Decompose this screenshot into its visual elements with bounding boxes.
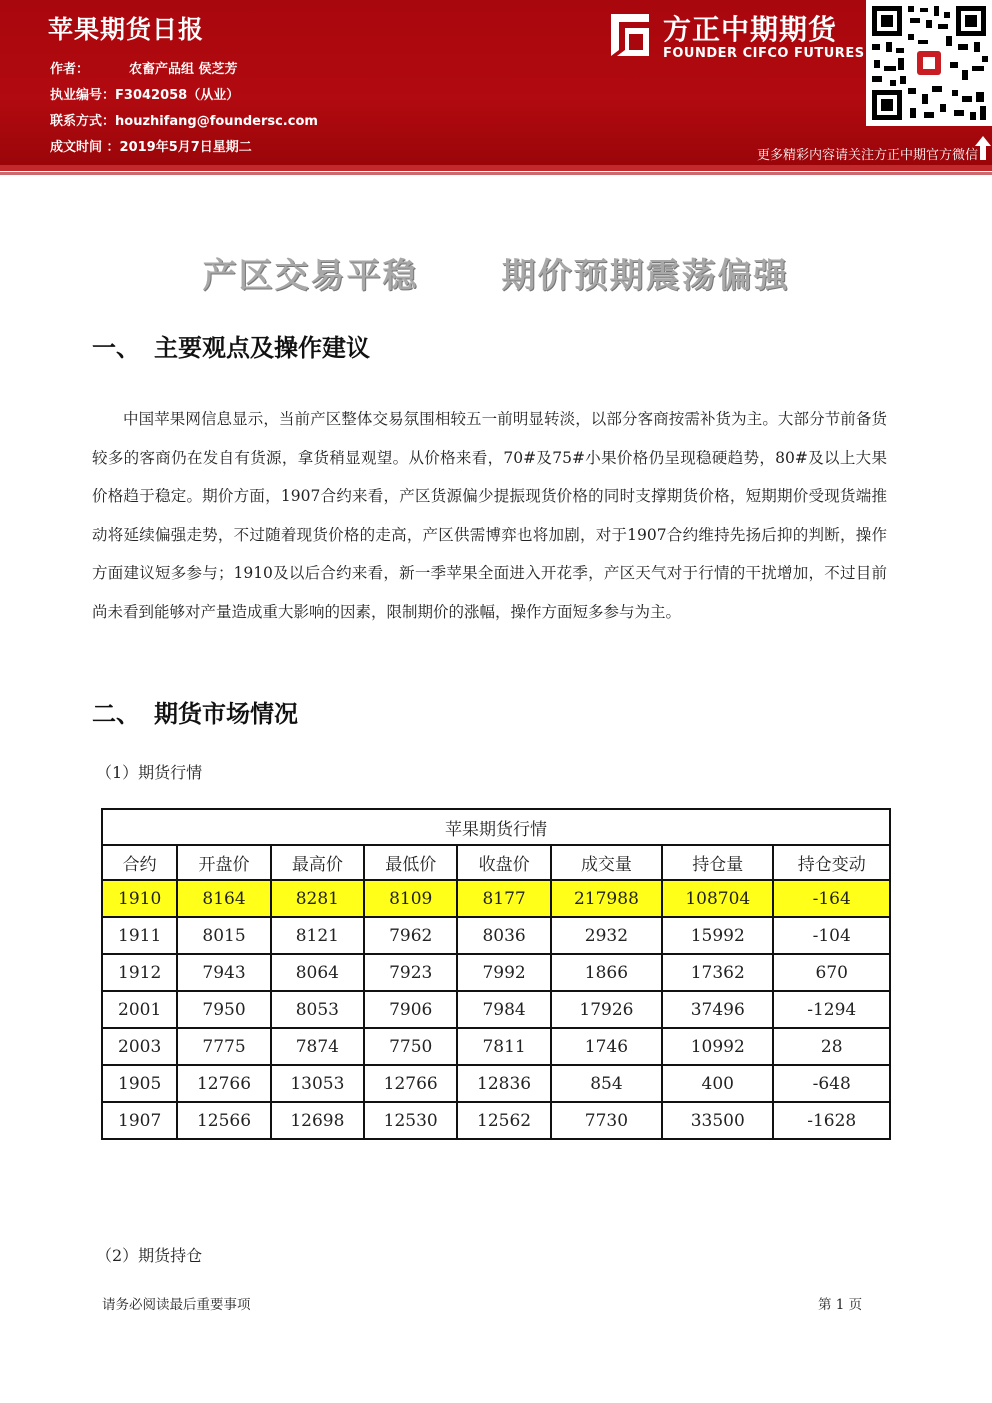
table-cell: 10992 <box>662 1028 773 1065</box>
header-cell: 持仓变动 <box>773 845 890 880</box>
table-cell: 12566 <box>177 1102 270 1139</box>
follow-wechat-text: 更多精彩内容请关注方正中期官方微信 <box>756 148 978 163</box>
table-cell: 12698 <box>271 1102 364 1139</box>
futures-quote-table <box>101 808 891 1140</box>
table-cell: 1912 <box>102 954 177 991</box>
table-cell: -648 <box>773 1065 890 1102</box>
table-row <box>102 917 890 954</box>
header-divider-thin <box>0 172 992 175</box>
table-row <box>102 1065 890 1102</box>
table-cell: 2001 <box>102 991 177 1028</box>
table-caption: 苹果期货行情 <box>102 809 890 845</box>
table-row <box>102 1028 890 1065</box>
table-cell: 670 <box>773 954 890 991</box>
table-cell: 8164 <box>177 880 270 917</box>
logo-text-cn: 方正中期期货 <box>663 13 838 46</box>
table-cell: 12766 <box>177 1065 270 1102</box>
footer-notice: 请务必阅读最后重要事项 <box>102 1297 251 1313</box>
table-cell: 17926 <box>551 991 662 1028</box>
page-number: 第 1 页 <box>818 1297 863 1313</box>
table-cell: 1910 <box>102 880 177 917</box>
section-number: 一、 <box>92 334 140 362</box>
section-heading-2 <box>92 694 298 729</box>
main-title: 产区交易平稳 期价预期震荡偏强 <box>202 256 790 296</box>
table-cell: -164 <box>773 880 890 917</box>
report-title: 苹果期货日报 <box>48 15 205 44</box>
table-cell: 7811 <box>457 1028 550 1065</box>
table-cell: 12530 <box>364 1102 457 1139</box>
table-cell: 8281 <box>271 880 364 917</box>
header-cell: 开盘价 <box>177 845 270 880</box>
subsection-futures-market: （1）期货行情 <box>96 763 203 782</box>
table-cell: 7874 <box>271 1028 364 1065</box>
logo-text-en: FOUNDER CIFCO FUTURES <box>663 46 865 61</box>
table-cell: 400 <box>662 1065 773 1102</box>
table-row <box>102 954 890 991</box>
table-cell: 33500 <box>662 1102 773 1139</box>
table-cell: 12562 <box>457 1102 550 1139</box>
license-label: 执业编号： <box>50 88 116 103</box>
license-value: F3042058（从业） <box>115 88 240 103</box>
header-cell: 持仓量 <box>662 845 773 880</box>
founder-logo-icon <box>605 10 655 60</box>
table-cell: 7906 <box>364 991 457 1028</box>
table-row <box>102 991 890 1028</box>
header-cell: 成交量 <box>551 845 662 880</box>
table-header-row <box>102 845 890 880</box>
table-cell: 8036 <box>457 917 550 954</box>
qr-code-icon[interactable] <box>866 0 992 126</box>
date-line <box>50 136 252 155</box>
table-cell: 2932 <box>551 917 662 954</box>
table-cell: 2003 <box>102 1028 177 1065</box>
table-cell: 8053 <box>271 991 364 1028</box>
table-cell: 7943 <box>177 954 270 991</box>
header-cell: 最低价 <box>364 845 457 880</box>
main-paragraph: 中国苹果网信息显示，当前产区整体交易氛围相较五一前明显转淡，以部分客商按需补货为主。大部分节前备货较多的客商仍在发自有货源，拿货稍显观望。从价格来看，70#及75#小果价格仍呈现稳硬趋势，80#及以上大果价格趋于稳定。期价方面，1907合约来看，产区货源偏少提振现货价格的同时支撑期货价格，短期期价受现货端推动将延续偏强走势，不过随着现货价格的走高，产区供需博弈也将加剧，对于1907合约维持先扬后抑的判断，操作方面建议短多参与；1910及以后合约来看，新一季苹果全面进入开花季，产区天气对于行情的干扰增加，不过目前尚未看到能够对产量造成重大影响的因素，限制期价的涨幅，操作方面短多参与为主。 <box>92 410 887 621</box>
section-heading-1 <box>92 328 370 363</box>
table-cell: 7923 <box>364 954 457 991</box>
table-cell: 7962 <box>364 917 457 954</box>
arrow-up-icon <box>975 136 991 160</box>
table-cell: 108704 <box>662 880 773 917</box>
table-caption-row <box>102 809 890 845</box>
author-label: 作者： <box>50 62 90 77</box>
table-cell: 8121 <box>271 917 364 954</box>
table-cell: 15992 <box>662 917 773 954</box>
table-cell: -1628 <box>773 1102 890 1139</box>
subsection-futures-positions: （2）期货持仓 <box>96 1246 203 1265</box>
author-value: 农畜产品组 侯芝芳 <box>129 62 238 77</box>
license-line <box>50 84 239 103</box>
table-cell: 1866 <box>551 954 662 991</box>
table-cell: 12766 <box>364 1065 457 1102</box>
table-cell: 8064 <box>271 954 364 991</box>
contact-line <box>50 110 318 129</box>
table-cell: 8109 <box>364 880 457 917</box>
section-title: 主要观点及操作建议 <box>154 334 370 362</box>
company-logo <box>605 10 865 70</box>
table-cell: 17362 <box>662 954 773 991</box>
author-line <box>50 58 238 77</box>
section-title: 期货市场情况 <box>154 700 298 728</box>
table-cell: -104 <box>773 917 890 954</box>
table-cell: 12836 <box>457 1065 550 1102</box>
table-cell: 217988 <box>551 880 662 917</box>
table-cell: 7730 <box>551 1102 662 1139</box>
table-cell: 1905 <box>102 1065 177 1102</box>
table-cell: 1746 <box>551 1028 662 1065</box>
table-cell: 7992 <box>457 954 550 991</box>
table-cell: 8177 <box>457 880 550 917</box>
date-label: 成文时间 ： <box>50 140 120 155</box>
contact-label: 联系方式： <box>50 114 116 129</box>
date-value: 2019年5月7日星期二 <box>119 140 252 155</box>
table-cell: -1294 <box>773 991 890 1028</box>
header-cell: 最高价 <box>271 845 364 880</box>
table-cell: 37496 <box>662 991 773 1028</box>
table-cell: 1911 <box>102 917 177 954</box>
table-cell: 7984 <box>457 991 550 1028</box>
table-cell: 7775 <box>177 1028 270 1065</box>
table-row <box>102 1102 890 1139</box>
report-header <box>0 0 992 165</box>
table-cell: 7750 <box>364 1028 457 1065</box>
table-cell: 13053 <box>271 1065 364 1102</box>
table-cell: 8015 <box>177 917 270 954</box>
table-cell: 28 <box>773 1028 890 1065</box>
header-cell: 合约 <box>102 845 177 880</box>
contact-email[interactable]: houzhifang@foundersc.com <box>115 114 318 129</box>
header-cell: 收盘价 <box>457 845 550 880</box>
table-row <box>102 880 890 917</box>
section-number: 二、 <box>92 700 140 728</box>
table-cell: 7950 <box>177 991 270 1028</box>
header-divider <box>0 165 992 171</box>
table-cell: 1907 <box>102 1102 177 1139</box>
table-cell: 854 <box>551 1065 662 1102</box>
